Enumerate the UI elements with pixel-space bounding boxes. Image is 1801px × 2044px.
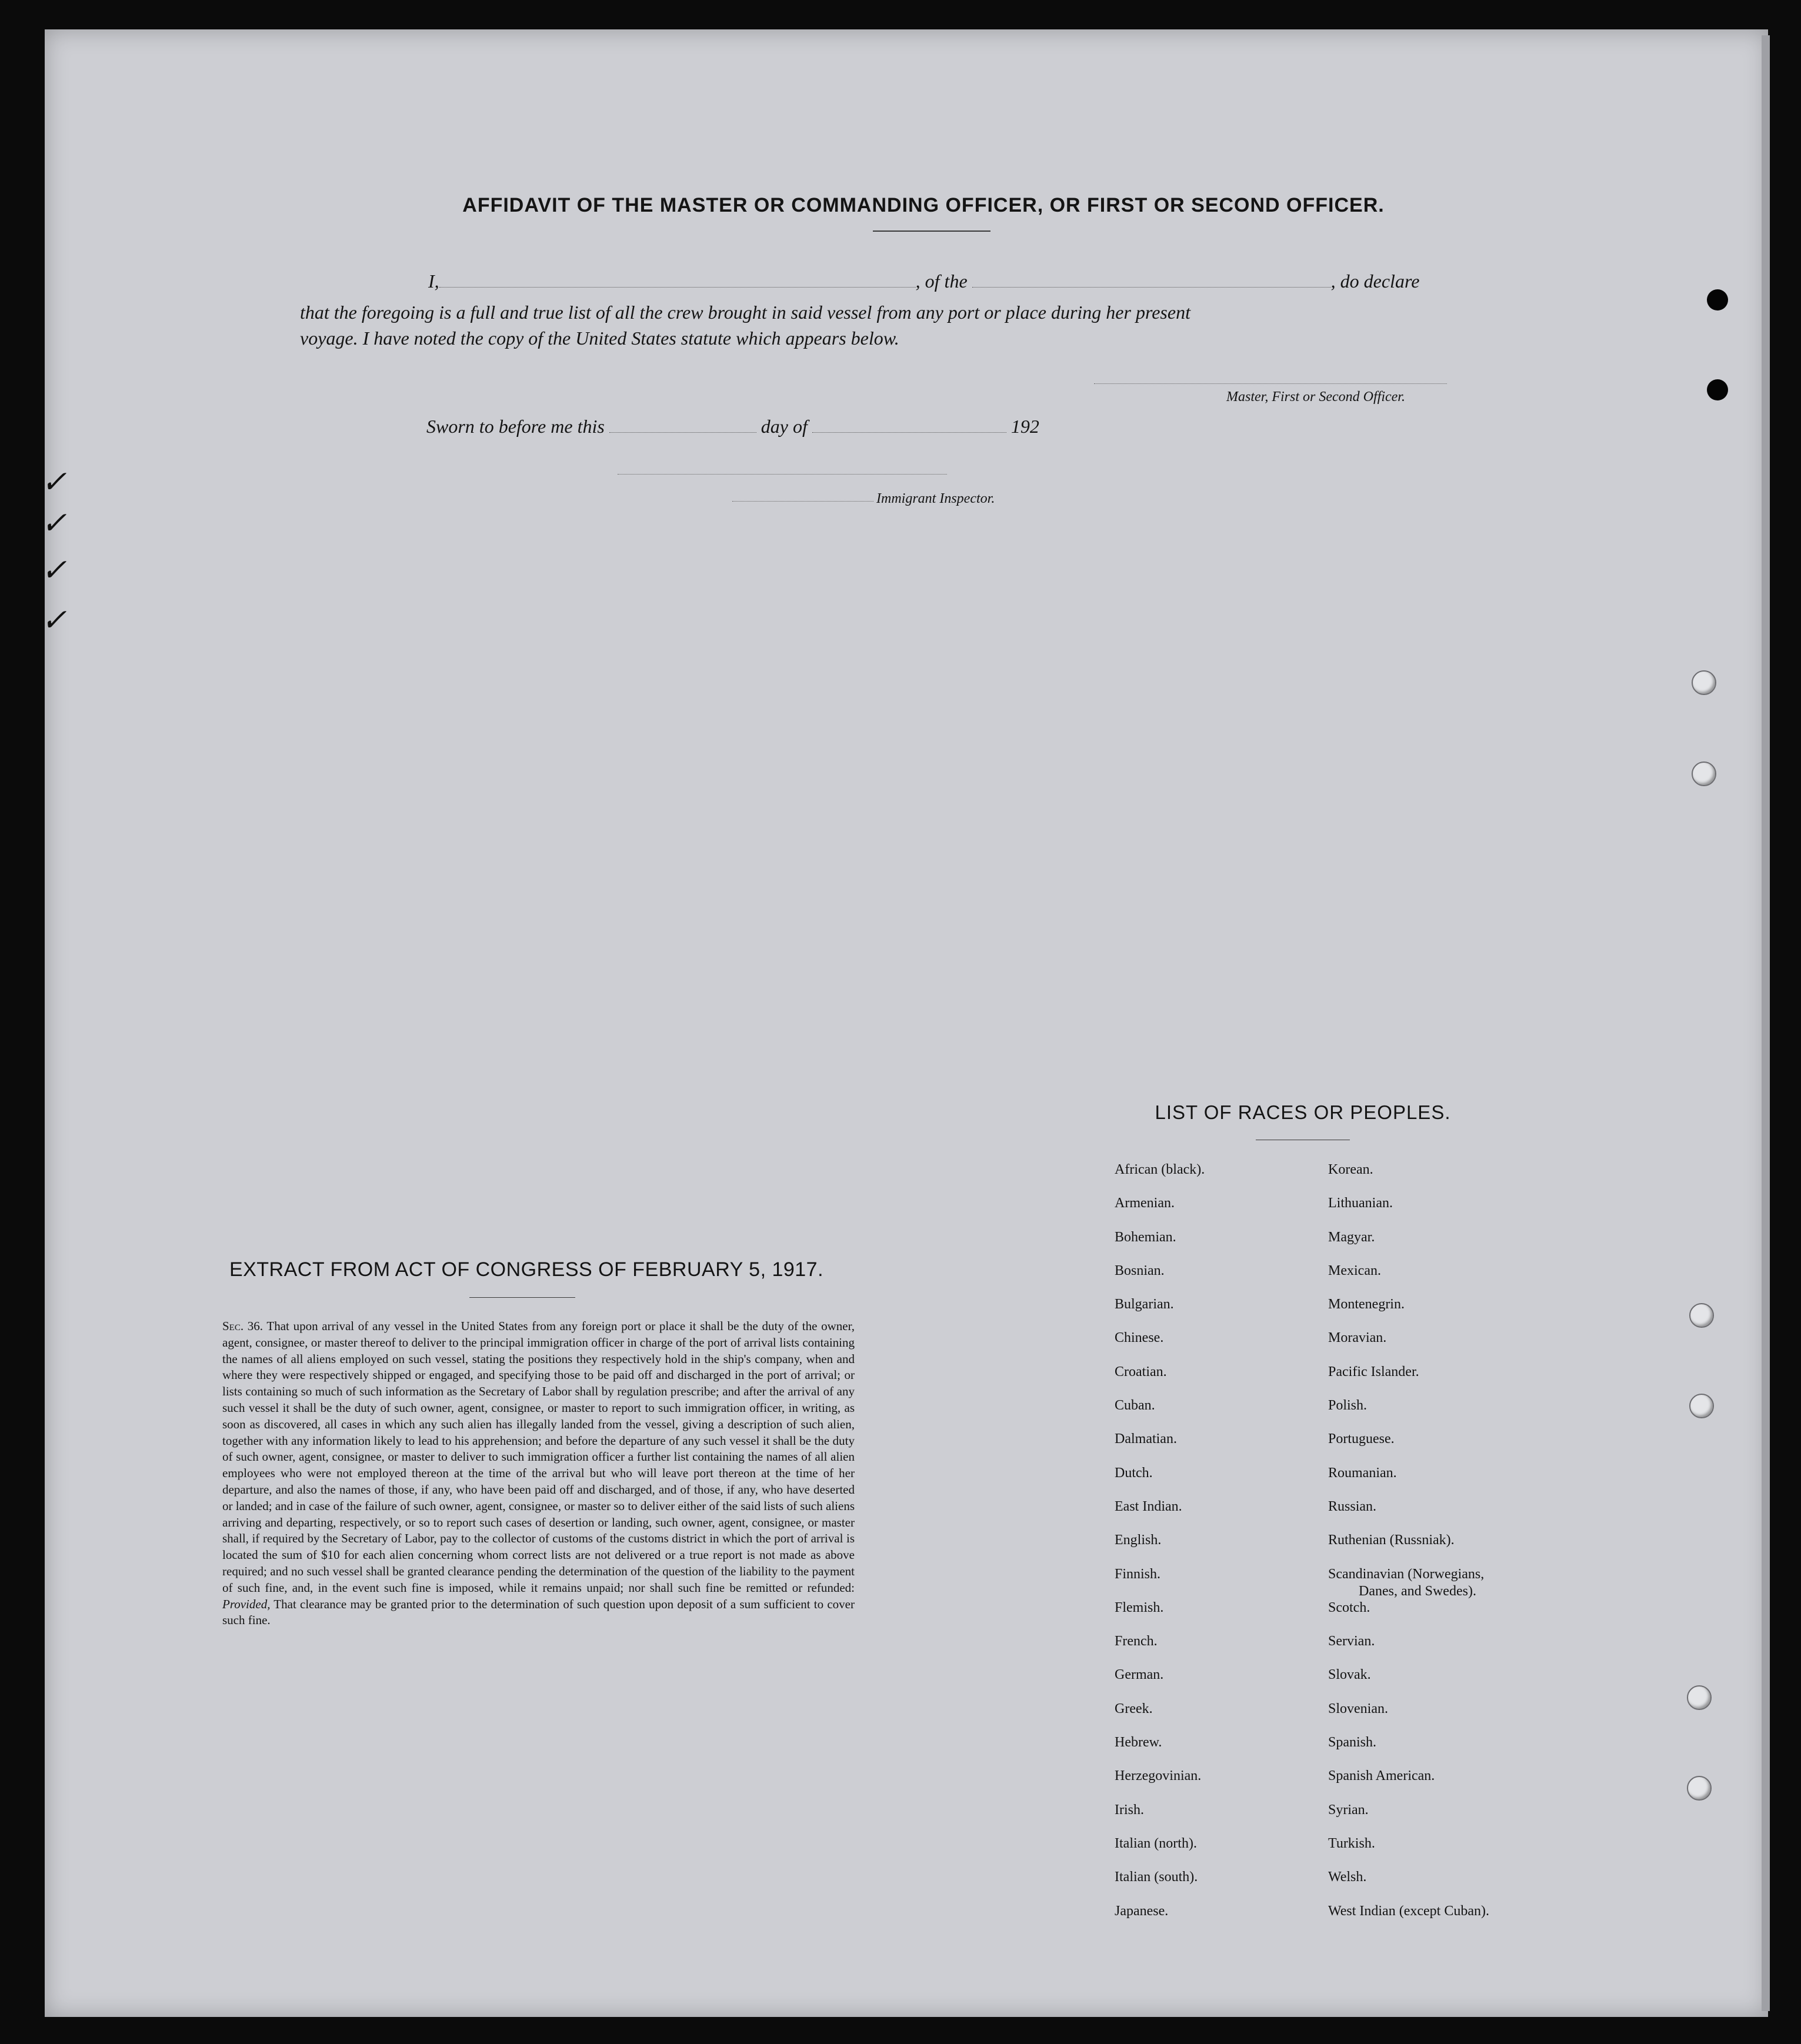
race-item: Bohemian.	[1115, 1229, 1176, 1245]
race-item: Flemish.	[1115, 1599, 1164, 1615]
races-title: LIST OF RACES OR PEOPLES.	[1155, 1101, 1451, 1123]
affidavit-line-1	[428, 268, 1419, 295]
vessel-blank	[972, 287, 1331, 288]
officer-signature-line	[1094, 383, 1447, 384]
sworn-line	[426, 413, 1039, 440]
race-item: Slovak.	[1328, 1667, 1371, 1683]
race-item: Dalmatian.	[1115, 1431, 1177, 1447]
sworn-year: 192	[1010, 416, 1039, 437]
race-item: Montenegrin.	[1328, 1297, 1405, 1312]
race-item: Italian (south).	[1115, 1869, 1198, 1885]
race-item: Herzegovinian.	[1115, 1768, 1202, 1784]
race-item: Italian (north).	[1115, 1835, 1197, 1851]
race-item: Magyar.	[1328, 1229, 1375, 1245]
race-item: Greek.	[1115, 1701, 1153, 1716]
binder-hole	[1689, 1303, 1714, 1328]
race-item: English.	[1115, 1532, 1162, 1548]
race-item: Bulgarian.	[1115, 1297, 1174, 1312]
affidavit-of-the: , of the	[915, 270, 968, 292]
section-end-text: That clearance may be granted prior to the determination of such question upon deposit of a sum sufficient to cover such fine.	[222, 1597, 855, 1628]
race-item: Irish.	[1115, 1802, 1144, 1818]
race-item: French.	[1115, 1634, 1158, 1649]
race-item: Korean.	[1328, 1162, 1373, 1177]
race-item: Moravian.	[1328, 1330, 1387, 1346]
extract-title-underline	[469, 1297, 575, 1298]
race-item: Chinese.	[1115, 1330, 1164, 1346]
race-item: Finnish.	[1115, 1566, 1161, 1582]
margin-check-mark: ✓	[41, 507, 67, 540]
affidavit-declare: , do declare	[1330, 270, 1420, 292]
binder-hole	[1692, 670, 1716, 695]
race-item: Servian.	[1328, 1634, 1375, 1649]
inspector-signature-line	[618, 474, 947, 475]
races-right-column	[1328, 1162, 1575, 1937]
race-item: German.	[1115, 1667, 1164, 1683]
inspector-caption-leader	[732, 501, 873, 502]
race-item: African (black).	[1115, 1162, 1205, 1177]
day-blank	[609, 432, 756, 433]
race-item: Syrian.	[1328, 1802, 1369, 1818]
sworn-prefix: Sworn to before me this	[426, 416, 605, 437]
scandinavian-continuation: Danes, and Swedes).	[1359, 1584, 1476, 1599]
race-item: Ruthenian (Russniak).	[1328, 1532, 1455, 1548]
race-item: Lithuanian.	[1328, 1195, 1393, 1211]
race-item: East Indian.	[1115, 1498, 1182, 1514]
race-item: Spanish.	[1328, 1735, 1377, 1751]
page-edge	[1762, 35, 1770, 2011]
binder-hole	[1692, 762, 1716, 786]
race-item: Scotch.	[1328, 1599, 1370, 1615]
race-item: Mexican.	[1328, 1263, 1381, 1278]
margin-check-mark: ✓	[41, 604, 67, 637]
race-item: Cuban.	[1115, 1398, 1155, 1414]
race-item: West Indian (except Cuban).	[1328, 1903, 1489, 1919]
officer-signature-caption: Master, First or Second Officer.	[1226, 389, 1405, 405]
binder-hole	[1687, 1776, 1712, 1801]
race-item: Turkish.	[1328, 1835, 1375, 1851]
race-item: Dutch.	[1115, 1465, 1153, 1481]
binder-hole	[1707, 379, 1728, 400]
race-item: Pacific Islander.	[1328, 1364, 1419, 1380]
inspector-caption: Immigrant Inspector.	[876, 491, 995, 506]
race-item: Scandinavian (Norwegians,	[1328, 1566, 1485, 1582]
race-item: Portuguese.	[1328, 1431, 1395, 1447]
race-item: Armenian.	[1115, 1195, 1175, 1211]
affidavit-title: AFFIDAVIT OF THE MASTER OR COMMANDING OFFICER, OR FIRST OR SECOND OFFICER.	[462, 194, 1385, 216]
title-underline	[873, 231, 990, 232]
affidavit-line-3: voyage. I have noted the copy of the United States statute which appears below.	[300, 328, 899, 349]
section-label: Sec. 36.	[222, 1319, 264, 1333]
affidavit-line-2: that the foregoing is a full and true list of all the crew brought in said vessel from any port or place during her present	[300, 302, 1190, 323]
binder-hole	[1707, 289, 1728, 310]
extract-title: EXTRACT FROM ACT OF CONGRESS OF FEBRUARY 5, 1917.	[229, 1258, 824, 1281]
race-item: Polish.	[1328, 1398, 1368, 1414]
sworn-day-of: day of	[761, 416, 808, 437]
section-main-text: That upon arrival of any vessel in the United States from any foreign port or place it shall be the duty of the owner, agent, consignee, or master thereof to deliver to the principal immigration officer in charge of the port of arrival lists containing the names of all aliens employed on such vessel, stating the positions they respectively hold in the ship's company, when and where they were respectively shipped or engaged, and specifying those to be paid off and discharged in the port of arrival; or lists containing so much of such information as the Secretary of Labor shall by regulation prescribe; and after the arrival of any such vessel it shall be the duty of such owner, agent, consignee, or master to report to such immigration officer, in writing, as soon as discovered, all cases in which any such alien has illegally landed from the vessel, giving a description of such alien, together with any information likely to lead to his apprehension; and before the departure of any such vessel it shall be the duty of such owner, agent, consignee, or master to deliver to such immigration officer a further list containing the names of all alien employees who were not employed thereon at the time of the arrival but who will leave port thereon at the time of her departure, and also the names of those, if any, who have been paid off and discharged, and of those, if any, who have deserted or landed; and in case of the failure of such owner, agent, consignee, or master so to deliver either of the said lists of such aliens arriving and departing, respectively, or so to report such cases of desertion or landing, such owner, agent, consignee, or master shall, if required by the Secretary of Labor, pay to the collector of customs of the customs district in which the port of arrival is located the sum of $10 for each alien concerning whom correct lists are not delivered or a true report is not made as above required; and no such vessel shall be granted clearance pending the determination of the question of the liability to the payment of such fine, and, in the event such fine is imposed, while it remains unpaid; nor shall such fine be remitted or refunded:	[222, 1319, 855, 1595]
race-item: Japanese.	[1115, 1903, 1169, 1919]
name-blank	[439, 287, 916, 288]
provided-word: Provided,	[222, 1597, 271, 1611]
race-item: Slovenian.	[1328, 1701, 1388, 1716]
binder-hole	[1689, 1394, 1714, 1418]
binder-hole	[1687, 1685, 1712, 1710]
margin-check-mark: ✓	[41, 554, 67, 587]
races-left-column	[1115, 1162, 1326, 1937]
race-item: Croatian.	[1115, 1364, 1167, 1380]
section-36-text	[222, 1318, 855, 1629]
race-item: Bosnian.	[1115, 1263, 1165, 1278]
race-item: Welsh.	[1328, 1869, 1367, 1885]
race-item: Hebrew.	[1115, 1735, 1162, 1751]
race-item: Russian.	[1328, 1498, 1377, 1514]
month-blank	[812, 432, 1006, 433]
margin-check-mark: ✓	[41, 466, 67, 499]
affidavit-i: I,	[428, 270, 439, 292]
race-item: Spanish American.	[1328, 1768, 1435, 1784]
race-item: Roumanian.	[1328, 1465, 1397, 1481]
